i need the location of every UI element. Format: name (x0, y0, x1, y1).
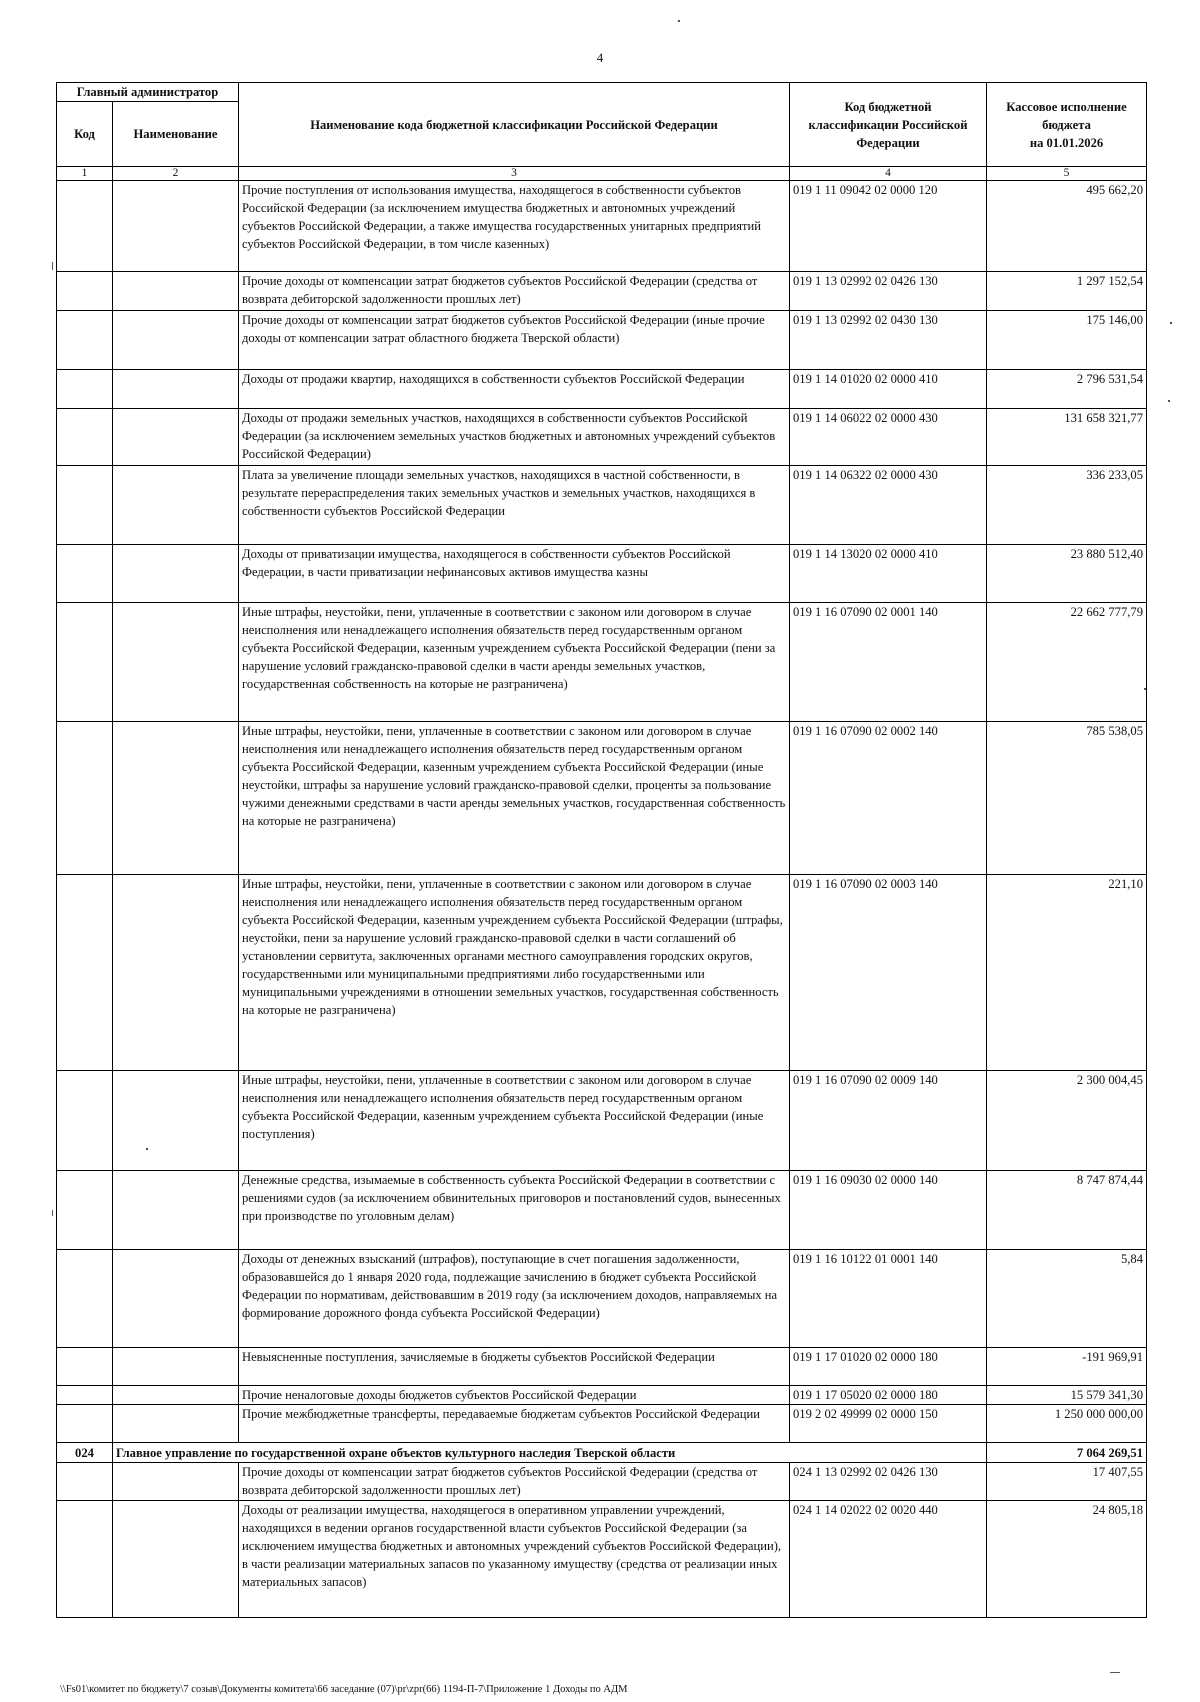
budget-code-header (790, 83, 987, 167)
admin-code-cell (57, 370, 113, 409)
admin-code-cell (57, 1463, 113, 1501)
table-row (57, 272, 1147, 311)
column-number: 5 (987, 167, 1147, 181)
budget-code: 019 1 13 02992 02 0426 130 (790, 272, 987, 311)
admin-name-cell (113, 1071, 239, 1171)
scan-speck (1168, 400, 1170, 402)
admin-name-cell (113, 722, 239, 875)
scan-speck (678, 20, 680, 22)
table-row (57, 1405, 1147, 1443)
budget-code: 019 1 14 01020 02 0000 410 (790, 370, 987, 409)
amount: 5,84 (987, 1250, 1147, 1348)
admin-code-cell (57, 1250, 113, 1348)
admin-name-cell (113, 545, 239, 603)
budget-code: 019 1 16 07090 02 0001 140 (790, 603, 987, 722)
admin-amount: 7 064 269,51 (987, 1443, 1147, 1463)
income-name: Доходы от денежных взысканий (штрафов), поступающие в счет погашения задолженности, образовавшейся до 1 января 2020 года, подлежащие зачислению в бюджет субъекта Российской Федерации по нормативам, действовавшим в 2019 году (за исключением доходов, направляемых на формирование дорожного фонда субъекта Российской Федерации) (239, 1250, 790, 1348)
admin-code-cell (57, 409, 113, 466)
income-name: Доходы от приватизации имущества, находящегося в собственности субъектов Российской Федерации, в части приватизации нефинансовых активов имущества казны (239, 545, 790, 603)
amount: 15 579 341,30 (987, 1386, 1147, 1405)
admin-name-cell (113, 1463, 239, 1501)
table-row (57, 409, 1147, 466)
income-name: Доходы от продажи квартир, находящихся в собственности субъектов Российской Федерации (239, 370, 790, 409)
chief-admin-header: Главный администратор (57, 83, 239, 102)
budget-code: 019 1 17 01020 02 0000 180 (790, 1348, 987, 1386)
admin-name-cell (113, 603, 239, 722)
admin-name-cell (113, 272, 239, 311)
income-name: Иные штрафы, неустойки, пени, уплаченные в соответствии с законом или договором в случае неисполнения или ненадлежащего исполнения обязательств перед государственным органом субъекта Российской Федерации, казенным учреждением субъекта Российской Федерации (иные неустойки, штрафы за нарушение условий гражданско-правовой сделки, проценты за пользование чужими денежными средствами в части аренды земельных участков, государственная собственность на которые не разграничена) (239, 722, 790, 875)
column-number: 1 (57, 167, 113, 181)
column-number: 2 (113, 167, 239, 181)
admin-code-cell (57, 1071, 113, 1171)
admin-code-cell (57, 545, 113, 603)
income-name: Доходы от продажи земельных участков, находящихся в собственности субъектов Российской Федерации (за исключением земельных участков бюджетных и автономных учреждений субъектов Российской Федерации) (239, 409, 790, 466)
admin-name-cell (113, 370, 239, 409)
budget-code: 019 1 17 05020 02 0000 180 (790, 1386, 987, 1405)
amount: 23 880 512,40 (987, 545, 1147, 603)
execution-header-line2: бюджета (1042, 117, 1091, 132)
admin-code-cell (57, 1501, 113, 1618)
scan-speck (1170, 322, 1172, 324)
table-row (57, 1348, 1147, 1386)
table-row (57, 1463, 1147, 1501)
amount: 17 407,55 (987, 1463, 1147, 1501)
income-name: Денежные средства, изымаемые в собственность субъекта Российской Федерации в соответствии с решениями судов (за исключением обвинительных приговоров и постановлений судов, вынесенных при производстве по уголовным делам) (239, 1171, 790, 1250)
amount: 22 662 777,79 (987, 603, 1147, 722)
amount: 221,10 (987, 875, 1147, 1071)
admin-name-cell (113, 311, 239, 370)
name-header: Наименование (113, 102, 239, 167)
page-number: 4 (596, 50, 604, 65)
table-row (57, 1071, 1147, 1171)
column-number-row (57, 167, 1147, 181)
table-row (57, 1386, 1147, 1405)
amount: -191 969,91 (987, 1348, 1147, 1386)
admin-code: 024 (57, 1443, 113, 1463)
amount: 24 805,18 (987, 1501, 1147, 1618)
table-row (57, 181, 1147, 272)
scan-speck (52, 262, 53, 270)
admin-code-cell (57, 272, 113, 311)
admin-name-cell (113, 1405, 239, 1443)
admin-code-cell (57, 1405, 113, 1443)
budget-code: 019 1 11 09042 02 0000 120 (790, 181, 987, 272)
admin-row-024 (57, 1443, 1147, 1463)
budget-code: 019 2 02 49999 02 0000 150 (790, 1405, 987, 1443)
scan-speck (1144, 688, 1146, 690)
revenue-table (56, 82, 1147, 1618)
income-name: Невыясненные поступления, зачисляемые в бюджеты субъектов Российской Федерации (239, 1348, 790, 1386)
budget-code: 019 1 16 07090 02 0009 140 (790, 1071, 987, 1171)
income-name: Прочие доходы от компенсации затрат бюджетов субъектов Российской Федерации (средства от возврата дебиторской задолженности прошлых лет) (239, 272, 790, 311)
budget-code: 019 1 14 13020 02 0000 410 (790, 545, 987, 603)
column-number: 3 (239, 167, 790, 181)
amount: 1 250 000 000,00 (987, 1405, 1147, 1443)
amount: 336 233,05 (987, 466, 1147, 545)
table-row (57, 722, 1147, 875)
amount: 2 796 531,54 (987, 370, 1147, 409)
table-row (57, 466, 1147, 545)
budget-code: 019 1 14 06322 02 0000 430 (790, 466, 987, 545)
classification-name-header: Наименование кода бюджетной классификации Российской Федерации (239, 83, 790, 167)
amount: 1 297 152,54 (987, 272, 1147, 311)
budget-code-header-text: Код бюджетной классификации Российской Федерации (808, 99, 968, 150)
admin-code-cell (57, 722, 113, 875)
scan-speck (146, 1148, 148, 1150)
table-row (57, 1501, 1147, 1618)
table-row (57, 545, 1147, 603)
income-name: Иные штрафы, неустойки, пени, уплаченные в соответствии с законом или договором в случае неисполнения или ненадлежащего исполнения обязательств перед государственным органом субъекта Российской Федерации, казенным учреждением субъекта Российской Федерации (иные поступления) (239, 1071, 790, 1171)
column-number: 4 (790, 167, 987, 181)
income-name: Иные штрафы, неустойки, пени, уплаченные в соответствии с законом или договором в случае неисполнения или ненадлежащего исполнения обязательств перед государственным органом субъекта Российской Федерации, казенным учреждением субъекта Российской Федерации (штрафы, неустойки, пени за нарушение условий гражданско-правовой сделки в части соглашений об установлении сервитута, заключенных органами местного самоуправления городских округов, государственными или муниципальными предприятиями либо государственными или муниципальными учреждениями в отношении земельных участков, государственная собственность на которые не разграничена) (239, 875, 790, 1071)
amount: 131 658 321,77 (987, 409, 1147, 466)
budget-code: 024 1 13 02992 02 0426 130 (790, 1463, 987, 1501)
admin-code-cell (57, 603, 113, 722)
budget-code: 019 1 16 07090 02 0003 140 (790, 875, 987, 1071)
amount: 2 300 004,45 (987, 1071, 1147, 1171)
budget-code: 024 1 14 02022 02 0020 440 (790, 1501, 987, 1618)
budget-code: 019 1 16 09030 02 0000 140 (790, 1171, 987, 1250)
admin-name-cell (113, 409, 239, 466)
table-row (57, 370, 1147, 409)
table-row (57, 875, 1147, 1071)
admin-name-cell (113, 1250, 239, 1348)
admin-code-cell (57, 311, 113, 370)
income-name: Прочие неналоговые доходы бюджетов субъектов Российской Федерации (239, 1386, 790, 1405)
admin-name-cell (113, 875, 239, 1071)
code-header: Код (57, 102, 113, 167)
execution-header-line1: Кассовое исполнение (1006, 99, 1127, 114)
table-row (57, 1250, 1147, 1348)
admin-name-cell (113, 1171, 239, 1250)
admin-code-cell (57, 466, 113, 545)
budget-code: 019 1 13 02992 02 0430 130 (790, 311, 987, 370)
admin-code-cell (57, 181, 113, 272)
execution-header-line3: на 01.01.2026 (1029, 135, 1104, 150)
header-row-1 (57, 83, 1147, 102)
execution-header (987, 83, 1147, 167)
admin-name: Главное управление по государственной охране объектов культурного наследия Тверской области (113, 1443, 987, 1463)
admin-name-cell (113, 181, 239, 272)
admin-code-cell (57, 1171, 113, 1250)
admin-code-cell (57, 1386, 113, 1405)
income-name: Прочие поступления от использования имущества, находящегося в собственности субъектов Российской Федерации (за исключением имущества бюджетных и автономных учреждений субъектов Российской Федерации, а также имущества государственных унитарных предприятий субъектов Российской Федерации, в том числе казенных) (239, 181, 790, 272)
amount: 785 538,05 (987, 722, 1147, 875)
budget-code: 019 1 14 06022 02 0000 430 (790, 409, 987, 466)
income-name: Доходы от реализации имущества, находящегося в оперативном управлении учреждений, находящихся в ведении органов государственной власти субъектов Российской Федерации (за исключением имущества бюджетных и автономных учреждений субъектов Российской Федерации), в части реализации материальных запасов по указанному имуществу (средства от реализации иных материальных запасов) (239, 1501, 790, 1618)
table-row (57, 603, 1147, 722)
admin-code-cell (57, 875, 113, 1071)
admin-name-cell (113, 1348, 239, 1386)
scan-speck (52, 1210, 53, 1216)
admin-name-cell (113, 466, 239, 545)
admin-name-cell (113, 1386, 239, 1405)
budget-code: 019 1 16 10122 01 0001 140 (790, 1250, 987, 1348)
table-row (57, 311, 1147, 370)
income-name: Иные штрафы, неустойки, пени, уплаченные в соответствии с законом или договором в случае неисполнения или ненадлежащего исполнения обязательств перед государственным органом субъекта Российской Федерации, казенным учреждением субъекта Российской Федерации (пени за нарушение условий гражданско-правовой сделки в части аренды земельных участков, государственная собственность на которые не разграничена) (239, 603, 790, 722)
amount: 495 662,20 (987, 181, 1147, 272)
admin-name-cell (113, 1501, 239, 1618)
amount: 8 747 874,44 (987, 1171, 1147, 1250)
amount: 175 146,00 (987, 311, 1147, 370)
income-name: Прочие доходы от компенсации затрат бюджетов субъектов Российской Федерации (средства от возврата дебиторской задолженности прошлых лет) (239, 1463, 790, 1501)
income-name: Плата за увеличение площади земельных участков, находящихся в частной собственности, в результате перераспределения таких земельных участков и земельных участков, находящихся в собственности субъектов Российской Федерации (239, 466, 790, 545)
budget-code: 019 1 16 07090 02 0002 140 (790, 722, 987, 875)
income-name: Прочие доходы от компенсации затрат бюджетов субъектов Российской Федерации (иные прочие доходы от компенсации затрат областного бюджета Тверской области) (239, 311, 790, 370)
footer-path: \\Fs01\комитет по бюджету\7 созыв\Документы комитета\66 заседание (07)\pr\zpr(66) 1194-П-7\Приложение 1 Доходы по АДМ (60, 1684, 628, 1695)
scan-speck (1110, 1672, 1120, 1673)
admin-code-cell (57, 1348, 113, 1386)
income-name: Прочие межбюджетные трансферты, передаваемые бюджетам субъектов Российской Федерации (239, 1405, 790, 1443)
table-row (57, 1171, 1147, 1250)
